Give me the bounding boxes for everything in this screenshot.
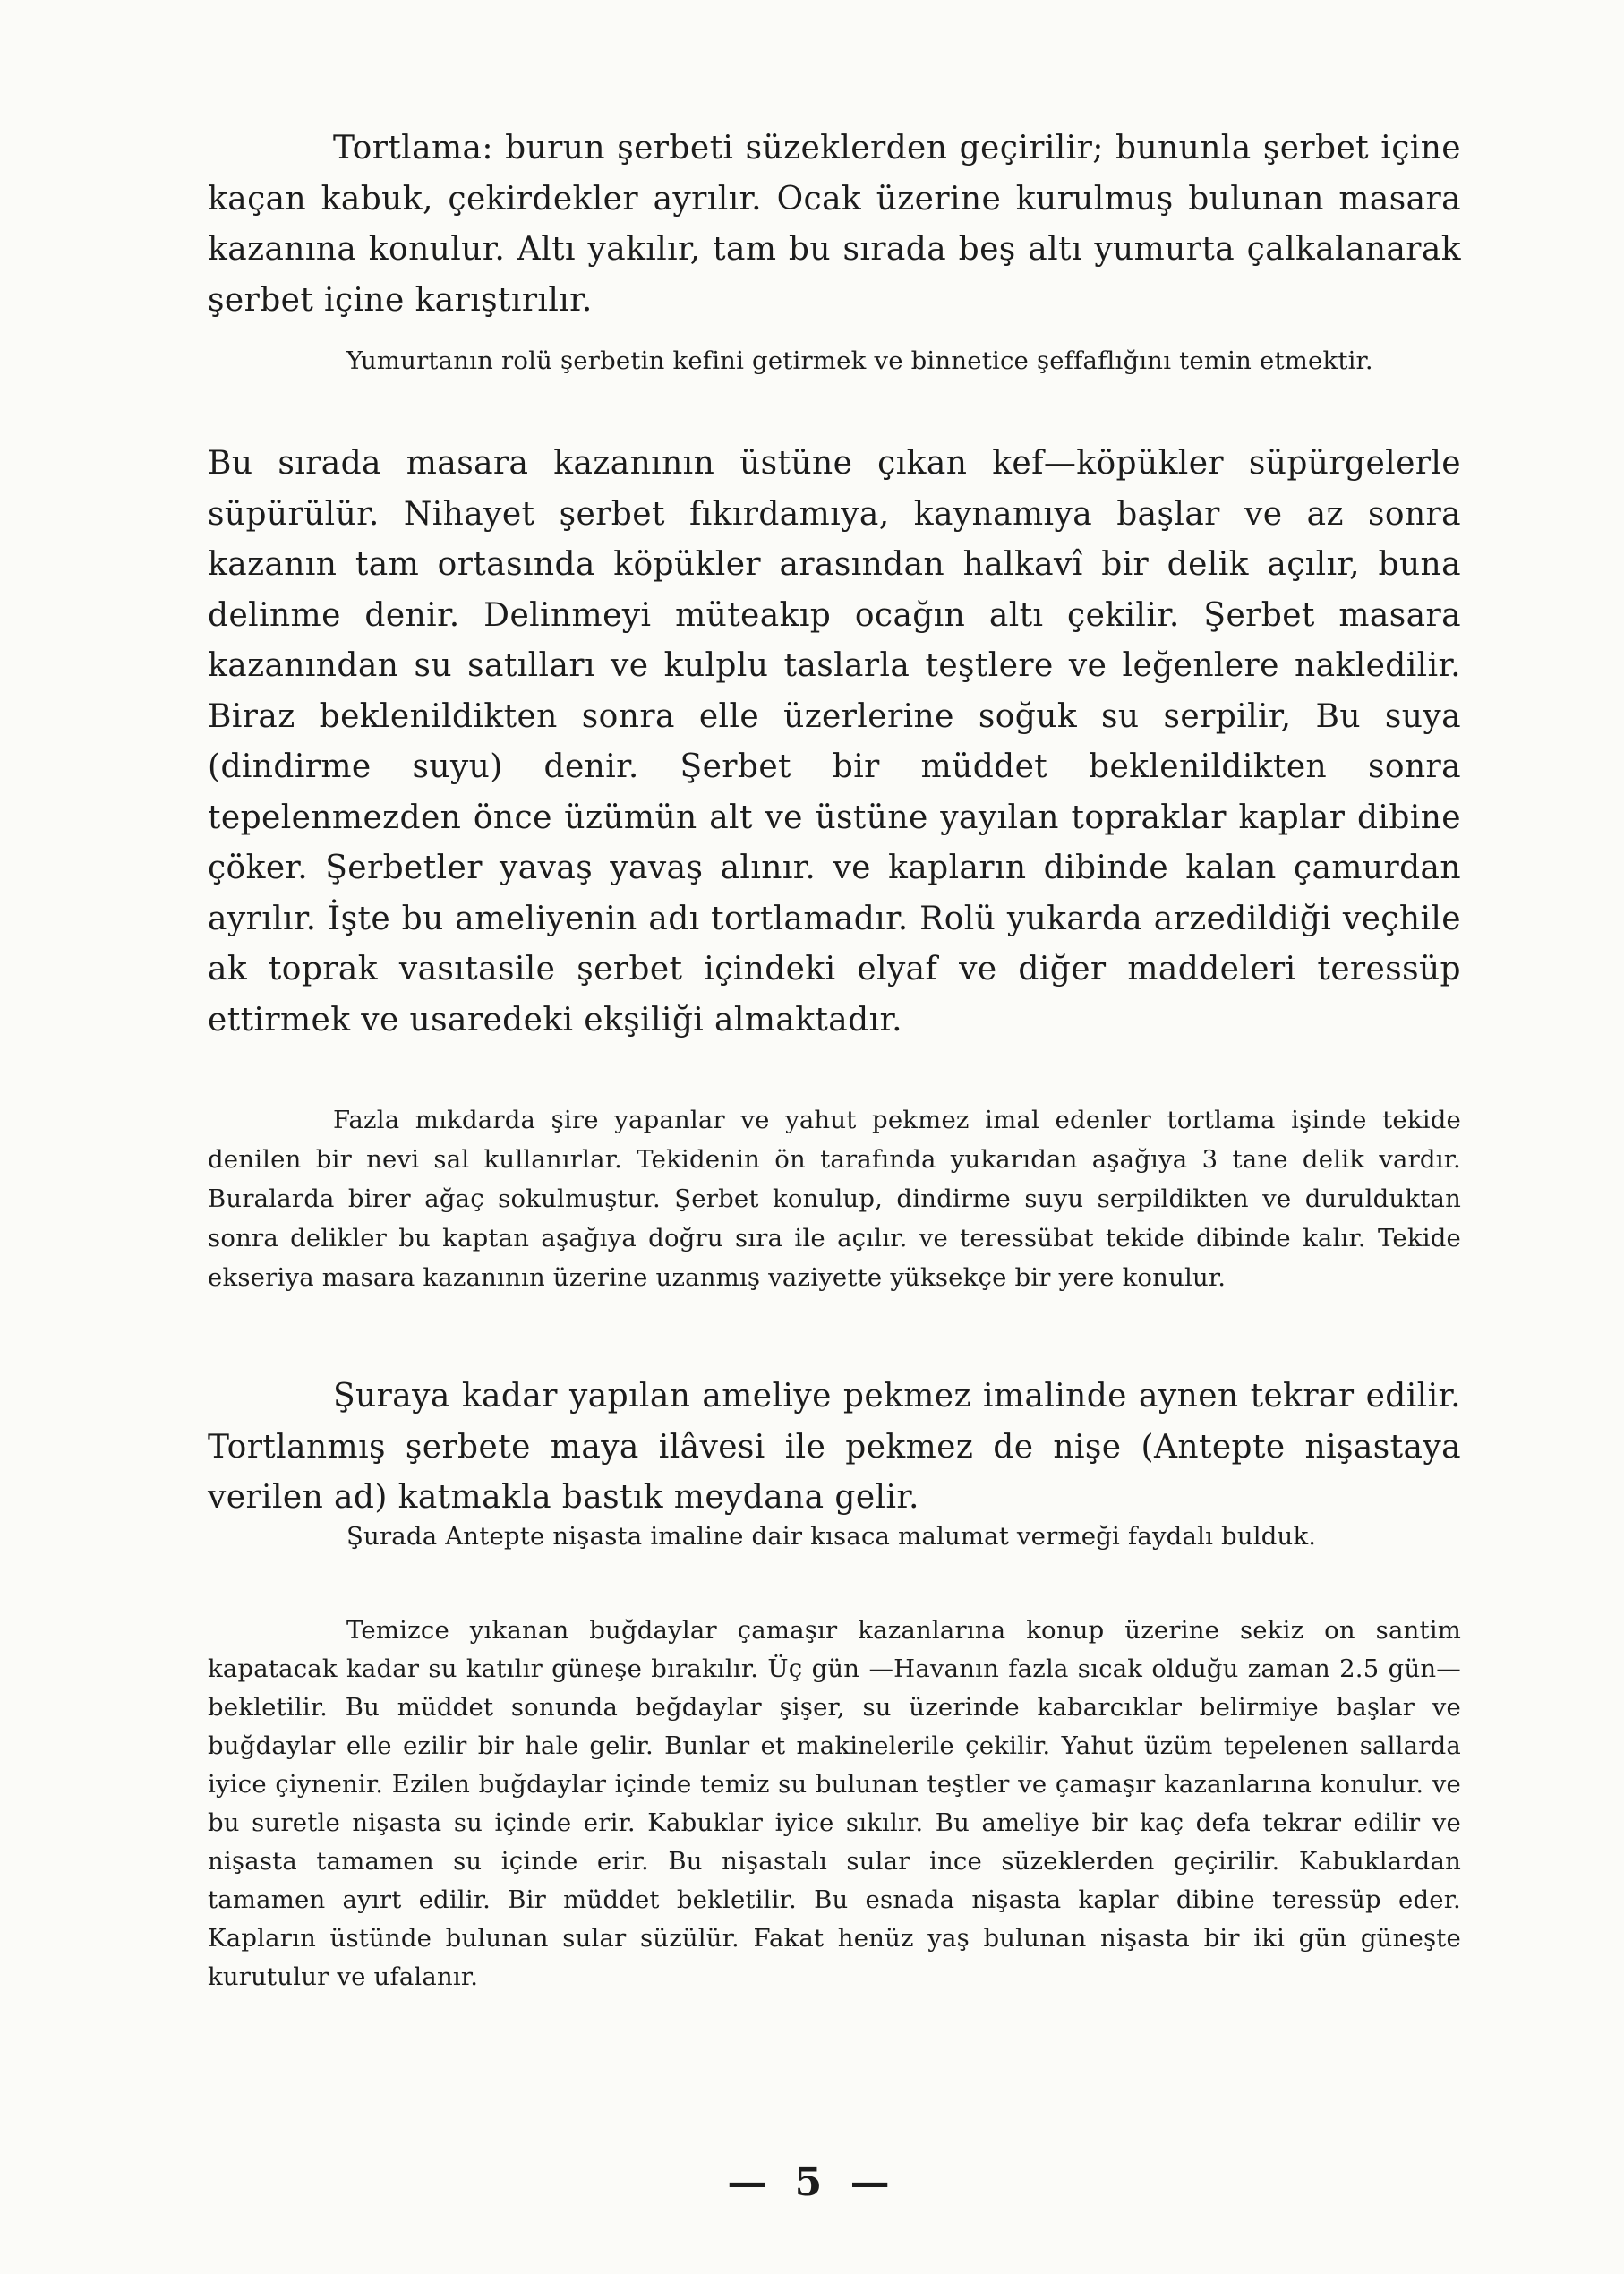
note-tekide: Fazla mıkdarda şire yapanlar ve yahut pekmez imal edenler tortlama işinde tekide denilen bir nevi sal kullanırlar. Tekidenin ön tarafında yukarıdan aşağıya 3 tane delik vardır. Buralarda birer ağaç sokulmuştur. Şerbet konulup, dindirme suyu serpildikten ve durulduktan sonra delikler bu kaptan aşağıya doğru sıra ile açılır. ve teressübat tekide dibinde kalır. Tekide ekseriya masara kazanının üzerine uzanmış vaziyette yüksekçe bir yere konulur.	[208, 1106, 1461, 1292]
paragraph-tortlama: Tortlama: burun şerbeti süzeklerden geçirilir; bununla şerbet içine kaçan kabuk, çekirdekler ayrılır. Ocak üzerine kurulmuş bulunan masara kazanına konulur. Altı yakılır, tam bu sırada beş altı yumurta çalkalanarak şerbet içine karıştırılır.	[208, 130, 1461, 319]
note-nisasta-process: Temizce yıkanan buğdaylar çamaşır kazanlarına konup üzerine sekiz on santim kapatacak kadar su katılır güneşe bırakılır. Üç gün —Havanın fazla sıcak olduğu zaman 2.5 gün— bekletilir. Bu müddet sonunda beğdaylar şişer, su üzerinde kabarcıklar belirmiye başlar ve buğdaylar elle ezilir bir hale gelir. Bunlar et makinelerile çekilir. Yahut üzüm tepelenen sallarda iyice çiynenir. Ezilen buğdaylar içinde temiz su bulunan teştler ve çamaşır kazanlarına konulur. ve bu suretle nişasta su içinde erir. Kabuklar iyice sıkılır. Bu ameliye bir kaç defa tekrar edilir ve nişasta tamamen su içinde erir. Bu nişastalı sular ince süzeklerden geçirilir. Kabuklardan tamamen ayırt edilir. Bir müddet bekletilir. Bu esnada nişasta kaplar dibine teressüp eder. Kapların üstünde bulunan sular süzülür. Fakat henüz yaş bulunan nişasta bir iki gün güneşte kurutulur ve ufalanır.	[208, 1616, 1461, 1991]
paragraph-masara-process: Bu sırada masara kazanının üstüne çıkan kef—köpükler süpürgelerle süpürülür. Nihayet şerbet fıkırdamıya, kaynamıya başlar ve az sonra kazanın tam ortasında köpükler arasından halkavî bir delik açılır, buna delinme denir. Delinmeyi müteakıp ocağın altı çekilir. Şerbet masara kazanından su satılları ve kulplu taslarla teştlere ve leğenlere nakledilir. Biraz beklenildikten sonra elle üzerlerine soğuk su serpilir, Bu suya (dindirme suyu) denir. Şerbet bir müddet beklenildikten sonra tepelenmezden önce üzümün alt ve üstüne yayılan topraklar kaplar dibine çöker. Şerbetler yavaş yavaş alınır. ve kapların dibinde kalan çamurdan ayrılır. İşte bu ameliyenin adı tortlamadır. Rolü yukarda arzedildiği veçhile ak toprak vasıtasile şerbet içindeki elyaf ve diğer maddeleri teressüp ettirmek ve usaredeki ekşiliği almaktadır.	[208, 445, 1461, 1039]
note-egg-role: Yumurtanın rolü şerbetin kefini getirmek ve binnetice şeffaflığını temin etmektir.	[346, 346, 1373, 375]
note-nisasta-intro: Şurada Antepte nişasta imaline dair kısaca malumat vermeği faydalı bulduk.	[346, 1522, 1317, 1551]
paragraph-pekmez: Şuraya kadar yapılan ameliye pekmez imalinde aynen tekrar edilir. Tortlanmış şerbete maya ilâvesi ile pekmez de nişe (Antepte nişastaya verilen ad) katmakla bastık meydana gelir.	[208, 1378, 1461, 1516]
page-number: — 5 —	[727, 2159, 897, 2205]
